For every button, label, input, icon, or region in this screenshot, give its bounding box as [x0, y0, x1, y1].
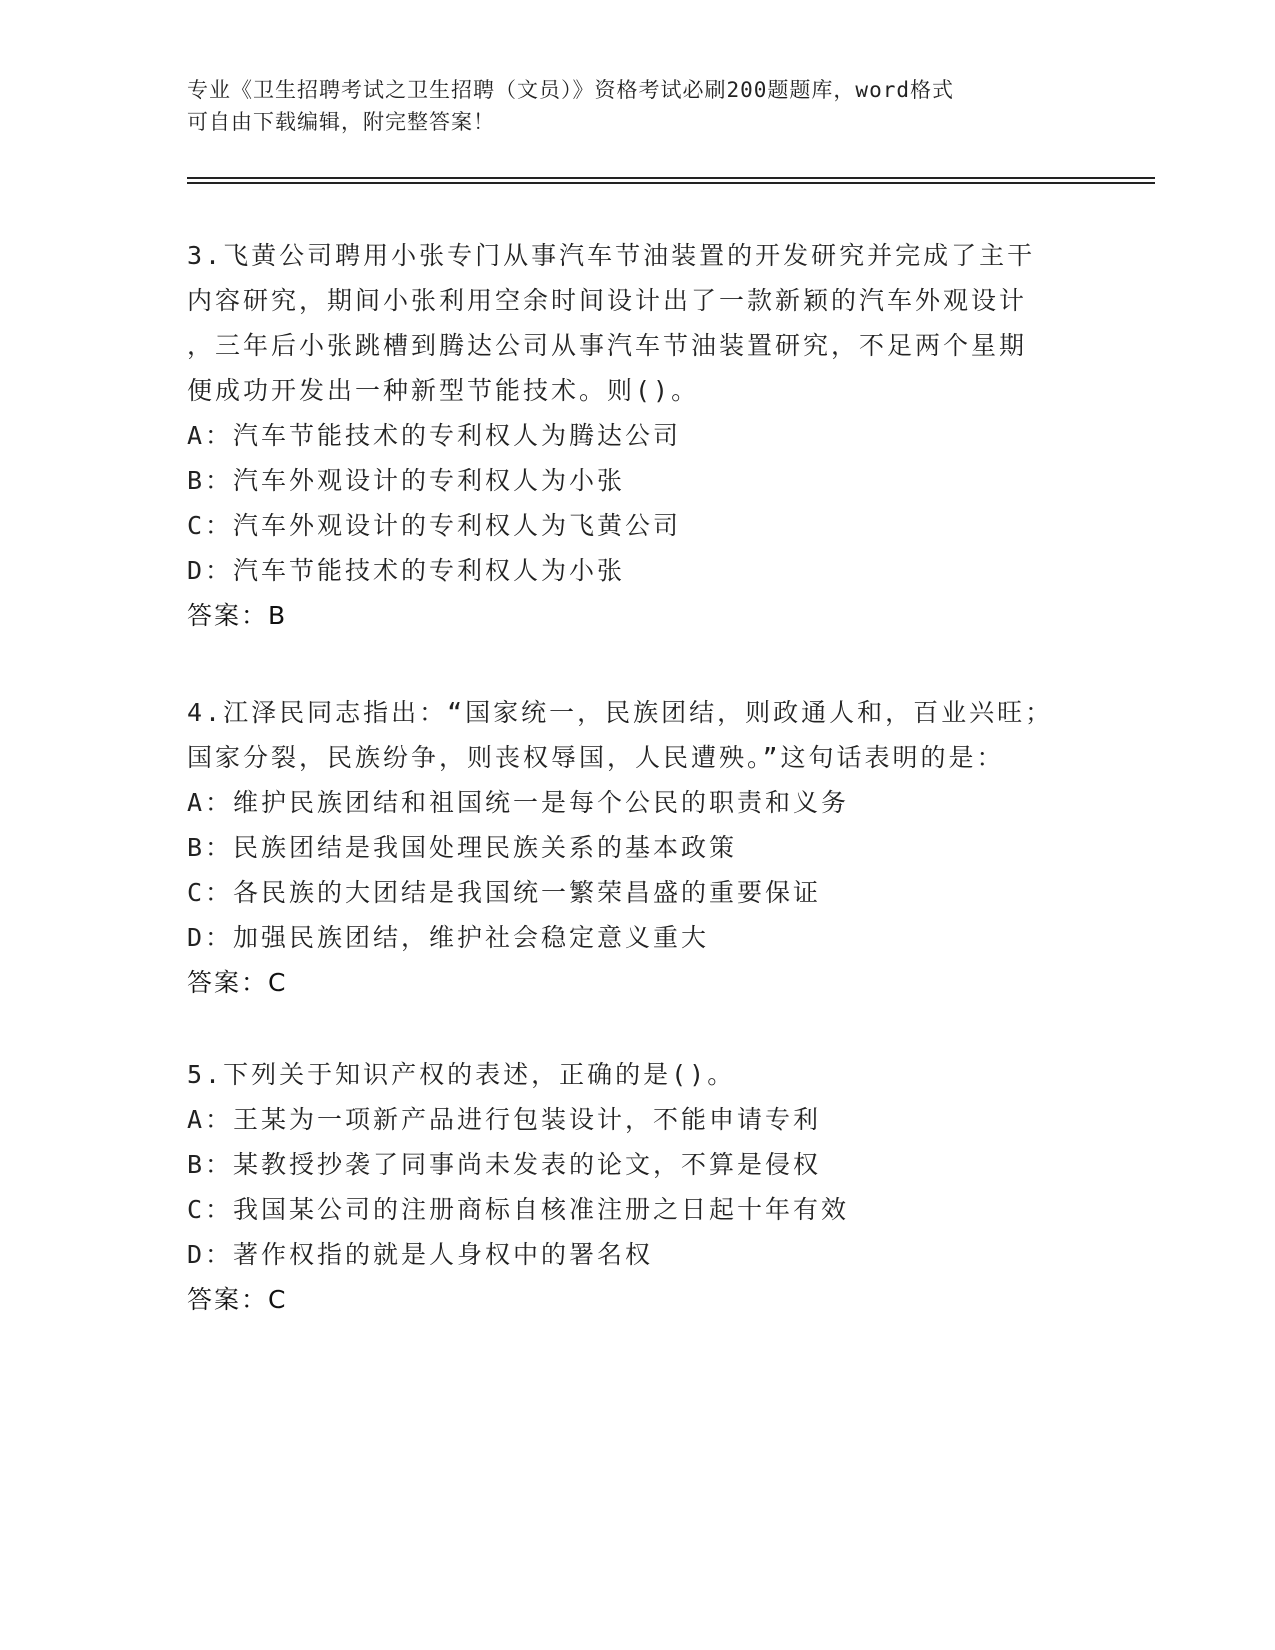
answer-line: 答案：B: [187, 601, 288, 630]
option-c: C：我国某公司的注册商标自核准注册之日起十年有效: [187, 1195, 850, 1224]
question-stem-line: 4.江泽民同志指出：“国家统一，民族团结，则政通人和，百业兴旺；: [187, 698, 1054, 727]
option-d: D：汽车节能技术的专利权人为小张: [187, 556, 626, 585]
question-stem-line: 5.下列关于知识产权的表述，正确的是()。: [187, 1060, 736, 1089]
header-line-2: 可自由下载编辑，附完整答案！: [187, 110, 495, 134]
question-stem-line: ，三年后小张跳槽到腾达公司从事汽车节油装置研究，不足两个星期: [187, 331, 1028, 360]
question-3: [187, 233, 1107, 639]
option-b: B：民族团结是我国处理民族关系的基本政策: [187, 833, 738, 862]
header-divider-top: [187, 177, 1155, 179]
question-stem-line: 便成功开发出一种新型节能技术。则()。: [187, 376, 700, 405]
option-a: A：汽车节能技术的专利权人为腾达公司: [187, 421, 682, 450]
option-b: B：某教授抄袭了同事尚未发表的论文，不算是侵权: [187, 1150, 822, 1179]
option-a: A：维护民族团结和祖国统一是每个公民的职责和义务: [187, 788, 850, 817]
option-d: D：加强民族团结，维护社会稳定意义重大: [187, 923, 710, 952]
option-a: A：王某为一项新产品进行包装设计，不能申请专利: [187, 1105, 822, 1134]
option-c: C：各民族的大团结是我国统一繁荣昌盛的重要保证: [187, 878, 822, 907]
question-5: [187, 1052, 1107, 1323]
question-4: [187, 690, 1107, 1006]
option-d: D：著作权指的就是人身权中的署名权: [187, 1240, 654, 1269]
header-line-1: 专业《卫生招聘考试之卫生招聘（文员）》资格考试必刷200题题库，word格式: [187, 78, 954, 102]
answer-line: 答案：C: [187, 968, 288, 997]
header-divider-bottom: [187, 182, 1155, 184]
question-stem-line: 3.飞黄公司聘用小张专门从事汽车节油装置的开发研究并完成了主干: [187, 241, 1036, 270]
option-b: B：汽车外观设计的专利权人为小张: [187, 466, 626, 495]
question-stem-line: 内容研究，期间小张利用空余时间设计出了一款新颖的汽车外观设计: [187, 286, 1028, 315]
option-c: C：汽车外观设计的专利权人为飞黄公司: [187, 511, 682, 540]
document-header: [187, 74, 1087, 138]
question-stem-line: 国家分裂，民族纷争，则丧权辱国，人民遭殃。”这句话表明的是：: [187, 743, 1005, 772]
answer-line: 答案：C: [187, 1285, 288, 1314]
